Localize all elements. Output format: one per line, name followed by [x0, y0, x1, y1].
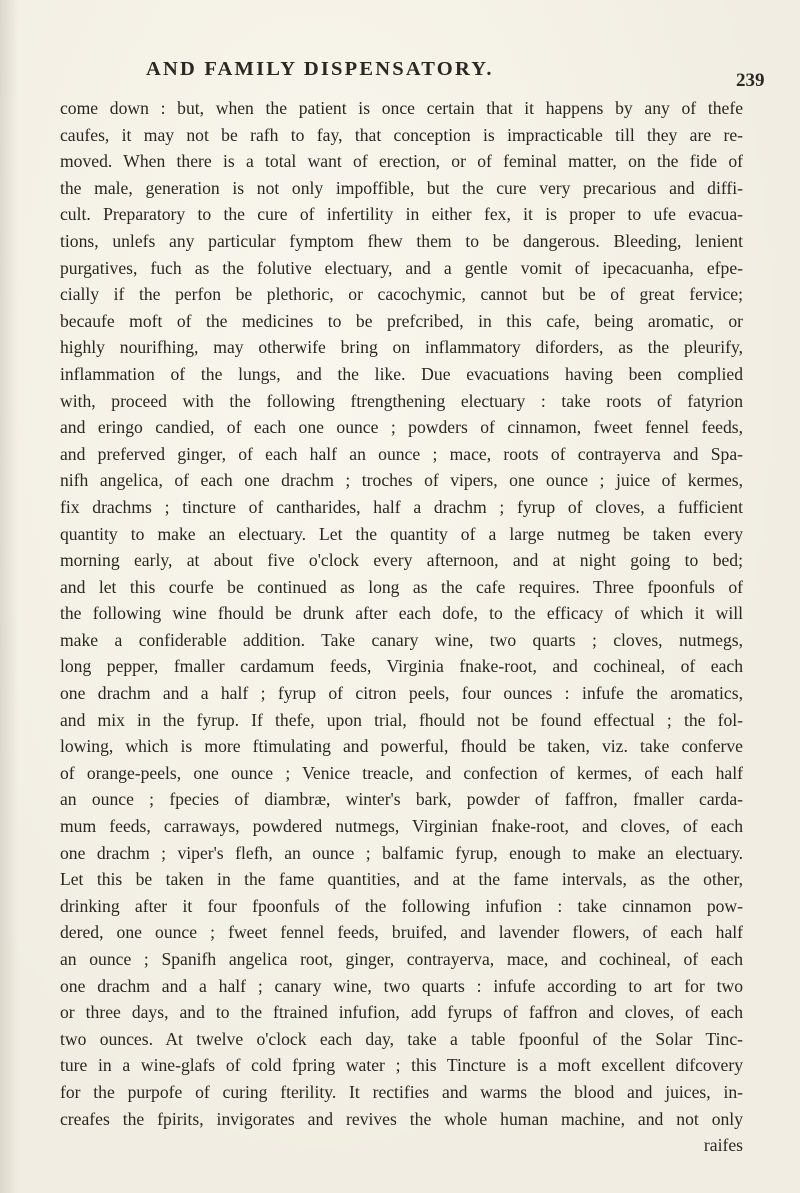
text-line: and eringo candied, of each one ounce ; powders of cinnamon, fweet fennel feeds,: [60, 417, 743, 438]
text-line: of orange-peels, one ounce ; Venice treacle, and confection of kermes, of each half: [60, 762, 743, 783]
text-line: two ounces. At twelve o'clock each day, take a table fpoonful of the Solar Tinc-: [60, 1028, 743, 1049]
text-line: the following wine fhould be drunk after each dofe, to the efficacy of which it will: [60, 603, 743, 624]
text-line: caufes, it may not be rafh to fay, that conception is impracticable till they are re-: [60, 124, 743, 145]
text-line: Let this be taken in the fame quantities, and at the fame intervals, as the other,: [60, 869, 743, 890]
text-line: an ounce ; Spanifh angelica root, ginger, contrayerva, mace, and cochineal, of each: [60, 949, 743, 969]
text-line: an ounce ; fpecies of diambræ, winter's bark, powder of faffron, fmaller carda-: [60, 789, 743, 810]
text-line: ture in a wine-glafs of cold fpring water ; this Tincture is a moft excellent difcovery: [60, 1055, 743, 1076]
text-line: and let this courfe be continued as long as the cafe requires. Three fpoonfuls of: [60, 576, 743, 597]
text-line: and preferved ginger, of each half an ounce ; mace, roots of contrayerva and Spa-: [60, 443, 743, 464]
text-line: cult. Preparatory to the cure of infertility in either fex, it is proper to ufe evacua-: [60, 204, 743, 225]
text-line: cially if the perfon be plethoric, or cacochymic, cannot but be of great fervice;: [60, 284, 743, 305]
text-line: long pepper, fmaller cardamum feeds, Virginia fnake-root, and cochineal, of each: [60, 656, 743, 677]
text-line: lowing, which is more ftimulating and powerful, fhould be taken, viz. take conferve: [60, 736, 743, 757]
text-line: for the purpofe of curing fterility. It rectifies and warms the blood and juices, in-: [60, 1081, 743, 1102]
text-line: come down : but, when the patient is once certain that it happens by any of thefe: [60, 98, 743, 118]
text-line: highly nourifhing, may otherwife bring on inflammatory diforders, as the pleurify,: [60, 337, 743, 358]
text-line: purgatives, fuch as the folutive electuary, and a gentle vomit of ipecacuanha, efpe-: [60, 257, 743, 278]
text-line: one drachm ; viper's flefh, an ounce ; balfamic fyrup, enough to make an electuary.: [60, 842, 743, 863]
text-line: one drachm and a half ; fyrup of citron peels, four ounces : infufe the aromatics,: [60, 683, 743, 704]
body-text: [60, 95, 743, 1159]
text-line: inflammation of the lungs, and the like. Due evacuations having been complied: [60, 363, 743, 384]
text-line: tions, unlefs any particular fymptom fhew them to be dangerous. Bleeding, lenient: [60, 230, 743, 251]
page-number: 239: [736, 70, 765, 91]
text-line: with, proceed with the following ftrengthening electuary : take roots of fatyrion: [60, 390, 743, 411]
text-line: creafes the fpirits, invigorates and revives the whole human machine, and not only: [60, 1108, 743, 1129]
text-line: becaufe moft of the medicines to be prefcribed, in this cafe, being aromatic, or: [60, 310, 743, 331]
text-line: mum feeds, carraways, powdered nutmegs, Virginian fnake-root, and cloves, of each: [60, 816, 743, 837]
catchword: raifes: [703, 1135, 743, 1156]
text-line: fix drachms ; tincture of cantharides, half a drachm ; fyrup of cloves, a fufficient: [60, 496, 743, 517]
text-line: nifh angelica, of each one drachm ; troches of vipers, one ounce ; juice of kermes,: [60, 470, 743, 491]
text-line: quantity to make an electuary. Let the quantity of a large nutmeg be taken every: [60, 523, 743, 544]
text-line: one drachm and a half ; canary wine, two quarts : infufe according to art for two: [60, 975, 743, 996]
text-line: moved. When there is a total want of erection, or of feminal matter, on the fide of: [60, 151, 743, 172]
text-line: and mix in the fyrup. If thefe, upon trial, fhould not be found effectual ; the fol-: [60, 709, 743, 730]
text-line: dered, one ounce ; fweet fennel feeds, bruifed, and lavender flowers, of each half: [60, 922, 743, 943]
text-line: drinking after it four fpoonfuls of the following infufion : take cinnamon pow-: [60, 895, 743, 916]
page-gutter-shadow: [0, 0, 18, 1193]
text-line: make a confiderable addition. Take canary wine, two quarts ; cloves, nutmegs,: [60, 629, 743, 650]
text-line: or three days, and to the ftrained infufion, add fyrups of faffron and cloves, of each: [60, 1002, 743, 1023]
text-line: the male, generation is not only impoffible, but the cure very precarious and diffi-: [60, 177, 743, 198]
text-line: morning early, at about five o'clock every afternoon, and at night going to bed;: [60, 550, 743, 571]
running-head: AND FAMILY DISPENSATORY.: [146, 58, 494, 80]
